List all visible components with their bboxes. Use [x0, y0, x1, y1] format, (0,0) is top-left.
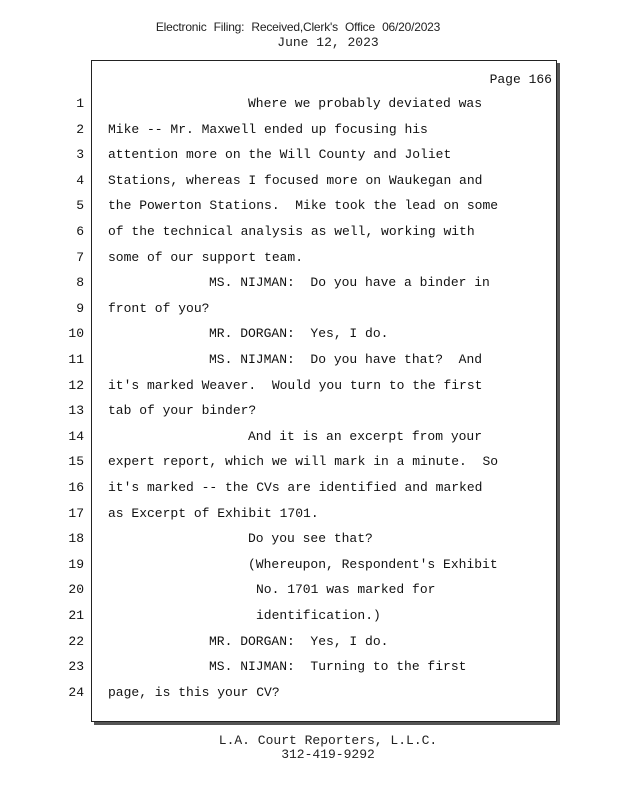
- transcript-line-text: expert report, which we will mark in a minute. So: [108, 454, 499, 469]
- line-number: 7: [76, 250, 84, 265]
- transcript-line-text: the Powerton Stations. Mike took the lead on some: [108, 198, 499, 213]
- line-number: 13: [68, 403, 84, 418]
- transcript-line-text: MS. NIJMAN: Do you have that? And: [209, 352, 483, 367]
- filing-stamp: Electronic Filing: Received,Clerk's Office 06/20/2023: [155, 20, 441, 34]
- court-reporter-name: L.A. Court Reporters, L.L.C.: [218, 733, 438, 748]
- transcript-line-text: front of you?: [108, 301, 210, 316]
- line-number: 4: [76, 173, 84, 188]
- line-number: 18: [68, 531, 84, 546]
- line-number: 1: [76, 96, 84, 111]
- transcript-line-text: Where we probably deviated was: [248, 96, 483, 111]
- transcript-line-text: No. 1701 was marked for: [256, 582, 436, 597]
- line-number: 15: [68, 454, 84, 469]
- transcript-date: June 12, 2023: [277, 35, 379, 50]
- transcript-line-text: attention more on the Will County and Joliet: [108, 147, 452, 162]
- line-number: 21: [68, 608, 84, 623]
- transcript-line-text: as Excerpt of Exhibit 1701.: [108, 506, 319, 521]
- line-number: 19: [68, 557, 84, 572]
- line-number: 22: [68, 634, 84, 649]
- transcript-line-text: Mike -- Mr. Maxwell ended up focusing his: [108, 122, 428, 137]
- transcript-line-text: And it is an excerpt from your: [248, 429, 483, 444]
- line-number: 14: [68, 429, 84, 444]
- court-reporter-phone: 312-419-9292: [281, 747, 375, 762]
- transcript-line-text: MR. DORGAN: Yes, I do.: [209, 634, 389, 649]
- line-number: 8: [76, 275, 84, 290]
- line-number: 10: [68, 326, 84, 341]
- line-number: 17: [68, 506, 84, 521]
- transcript-line-text: identification.): [256, 608, 381, 623]
- line-number: 9: [76, 301, 84, 316]
- line-number: 23: [68, 659, 84, 674]
- transcript-line-text: it's marked -- the CVs are identified and marked: [108, 480, 483, 495]
- line-number: 5: [76, 198, 84, 213]
- line-number: 24: [68, 685, 84, 700]
- transcript-line-text: MR. DORGAN: Yes, I do.: [209, 326, 389, 341]
- transcript-line-text: Do you see that?: [248, 531, 373, 546]
- transcript-line-text: (Whereupon, Respondent's Exhibit: [248, 557, 498, 572]
- transcript-line-text: MS. NIJMAN: Turning to the first: [209, 659, 467, 674]
- transcript-line-text: it's marked Weaver. Would you turn to the first: [108, 378, 483, 393]
- page-number: Page 166: [489, 72, 552, 87]
- line-number: 11: [68, 352, 84, 367]
- transcript-line-text: of the technical analysis as well, working with: [108, 224, 475, 239]
- line-number: 20: [68, 582, 84, 597]
- line-number: 16: [68, 480, 84, 495]
- line-number: 2: [76, 122, 84, 137]
- transcript-line-text: Stations, whereas I focused more on Waukegan and: [108, 173, 483, 188]
- line-number: 12: [68, 378, 84, 393]
- transcript-line-text: page, is this your CV?: [108, 685, 280, 700]
- line-number: 6: [76, 224, 84, 239]
- line-number: 3: [76, 147, 84, 162]
- transcript-line-text: some of our support team.: [108, 250, 304, 265]
- transcript-line-text: MS. NIJMAN: Do you have a binder in: [209, 275, 490, 290]
- transcript-line-text: tab of your binder?: [108, 403, 257, 418]
